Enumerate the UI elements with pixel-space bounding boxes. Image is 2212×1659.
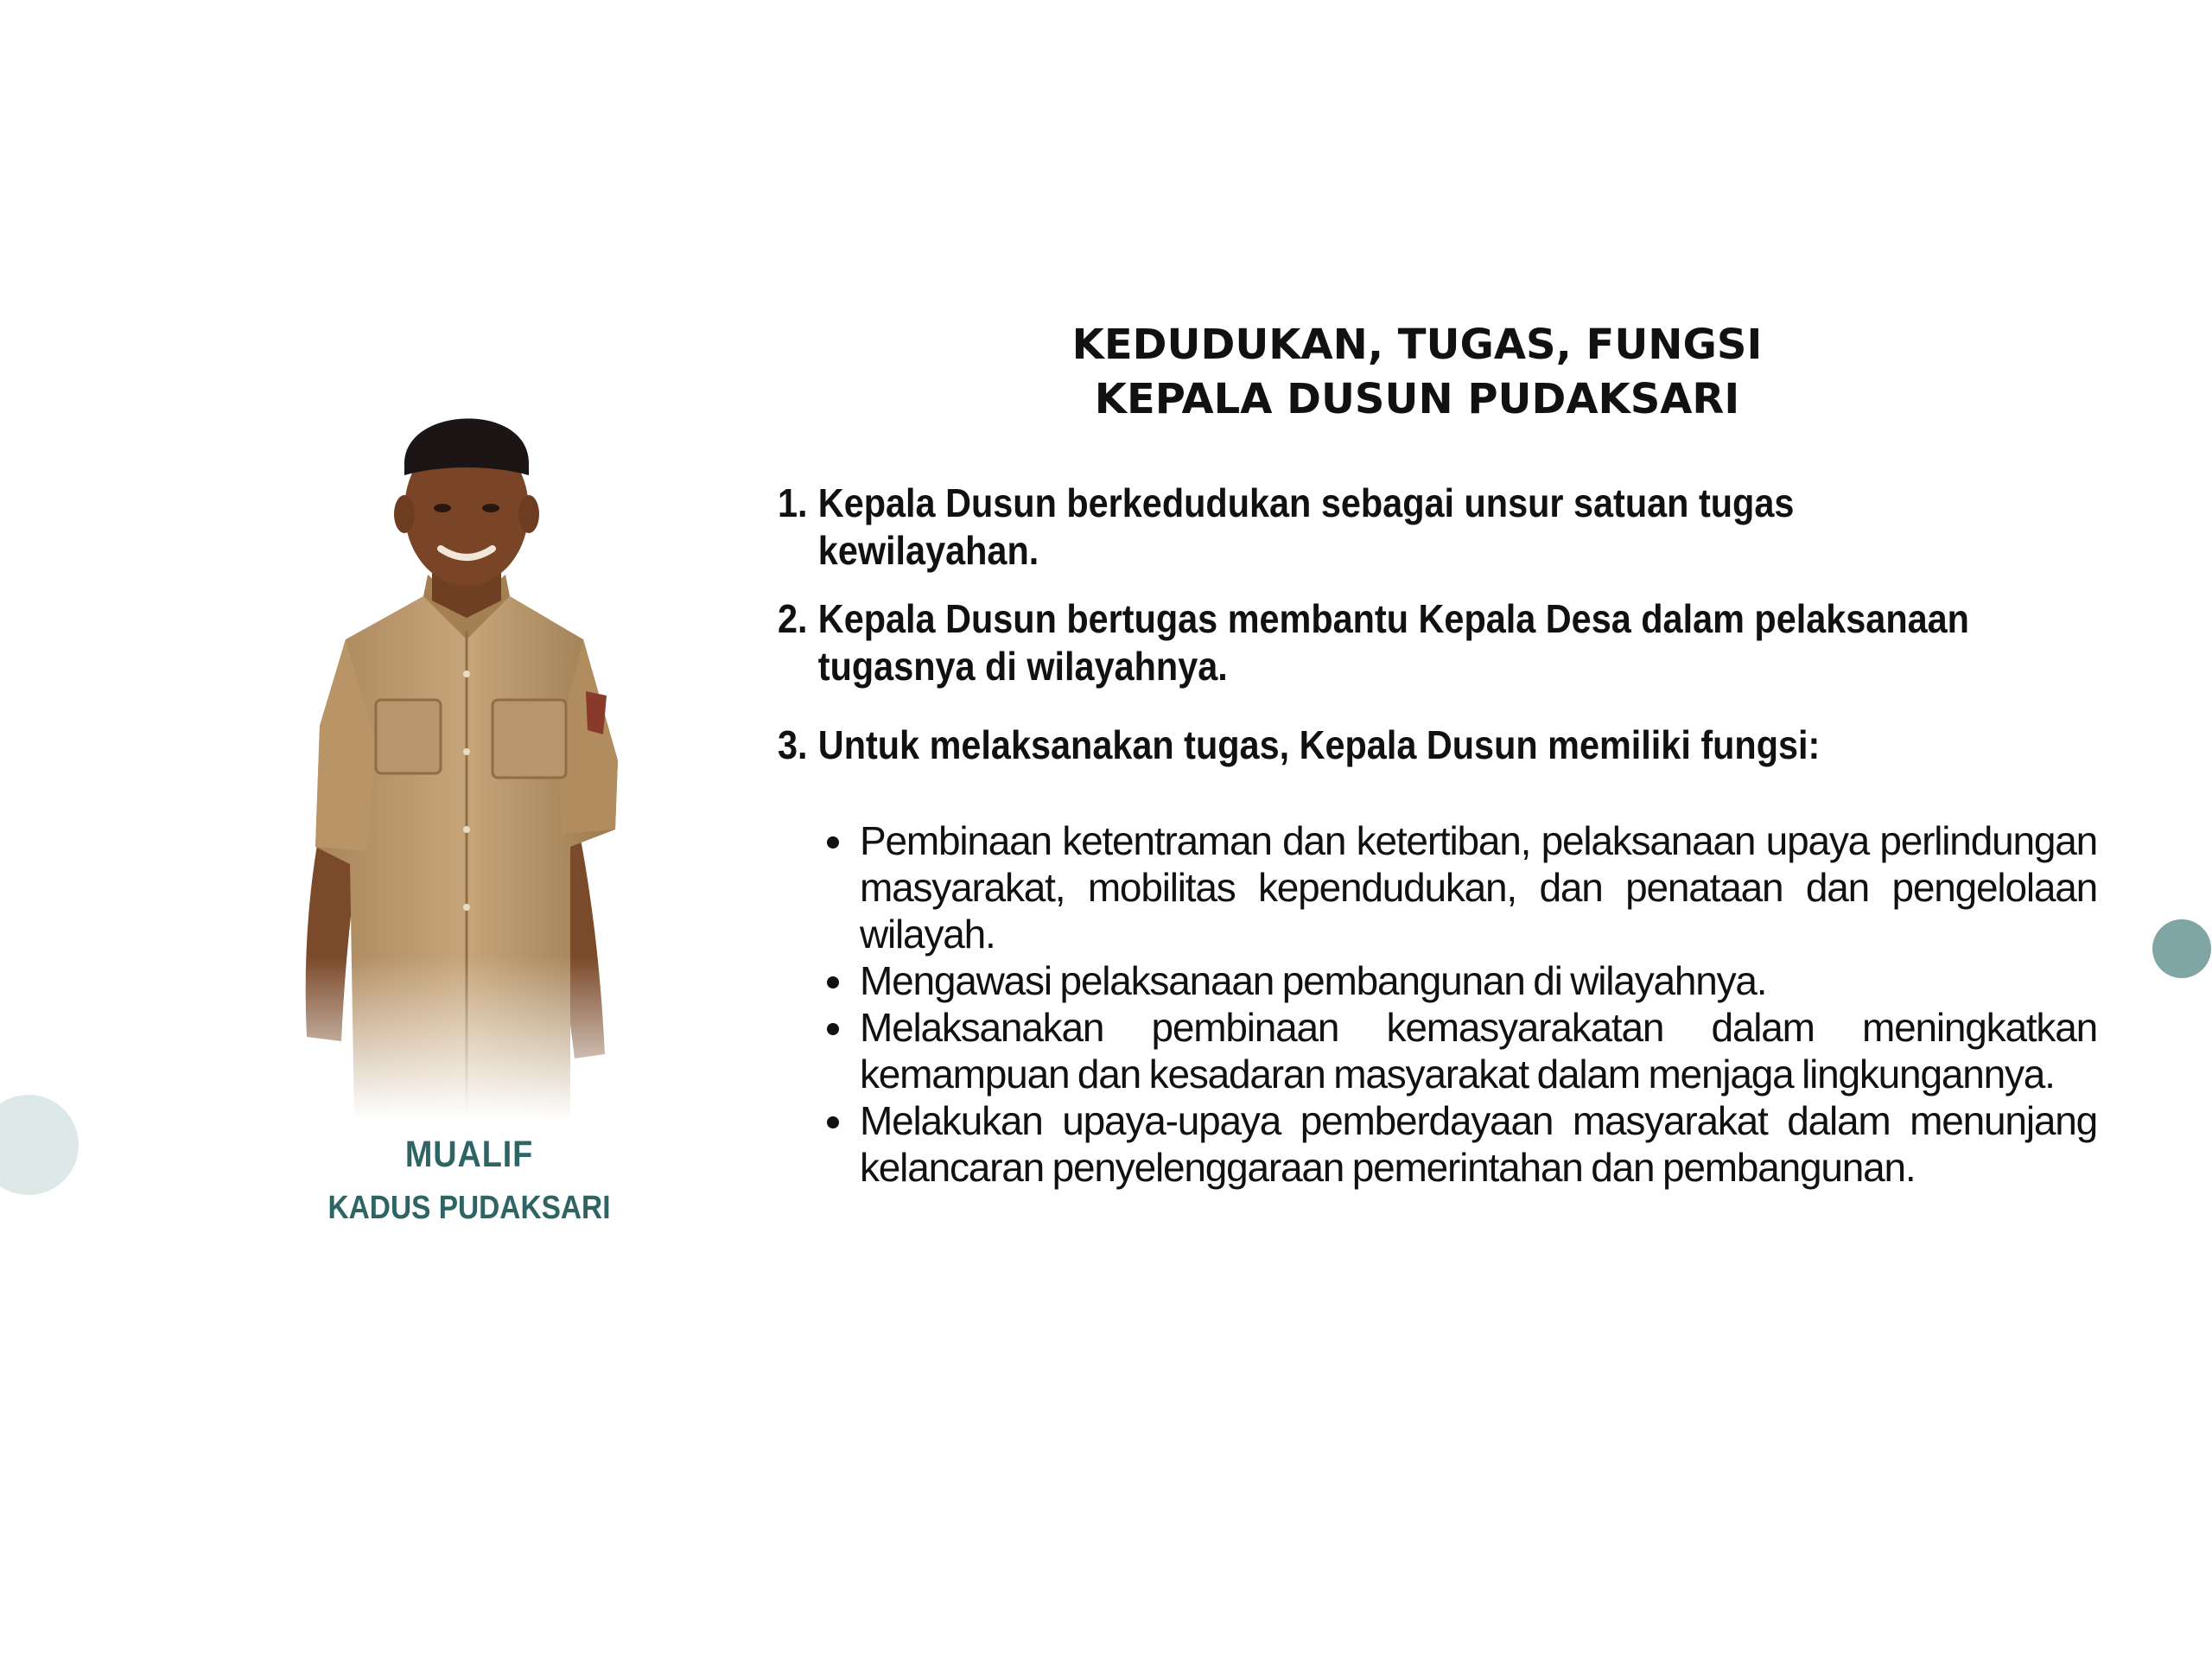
person-role: KADUS PUDAKSARI	[327, 1190, 611, 1226]
bullet-item	[827, 957, 2097, 1004]
bullet-dot-icon	[827, 1116, 839, 1128]
bullet-dot-icon	[827, 836, 839, 849]
title-line-2: KEPALA DUSUN PUDAKSARI	[1094, 375, 1740, 423]
list-item-3	[778, 721, 1820, 769]
list-item-number: 3.	[778, 722, 808, 767]
bullet-item	[827, 1004, 2097, 1097]
bullet-dot-icon	[827, 1023, 839, 1035]
bullet-text: Melakukan upaya-upaya pemberdayaan masyarakat dalam menunjang kelancaran penyelenggaraan pemerintahan dan pembangunan.	[860, 1098, 2097, 1190]
decorative-circle-right	[2152, 919, 2211, 978]
list-item-text: Kepala Dusun berkedudukan sebagai unsur satuan tugas	[817, 480, 1795, 525]
list-item-text-continued: kewilayahan.	[817, 528, 1039, 573]
list-item-number: 1.	[778, 480, 808, 525]
bullet-dot-icon	[827, 976, 839, 988]
bullet-text: Mengawasi pelaksanaan pembangunan di wilayahnya.	[860, 958, 1767, 1003]
decorative-circle-left	[0, 1095, 79, 1195]
bullet-text: Melaksanakan pembinaan kemasyarakatan dalam meningkatkan kemampuan dan kesadaran masyarakat dalam menjaga lingkungannya.	[860, 1005, 2097, 1096]
title-line-1: KEDUDUKAN, TUGAS, FUNGSI	[1071, 321, 1763, 369]
list-item-1	[778, 480, 1794, 575]
bullet-item	[827, 1097, 2097, 1191]
function-bullet-list	[827, 817, 2097, 1191]
bullet-item	[827, 817, 2097, 957]
portrait-photo	[294, 380, 639, 1119]
list-item-number: 2.	[778, 596, 808, 641]
page-title	[985, 318, 1849, 427]
list-item-text: Kepala Dusun bertugas membantu Kepala Desa dalam pelaksanaan	[817, 596, 1969, 641]
list-item-text-continued: tugasnya di wilayahnya.	[817, 644, 1228, 689]
list-item-2	[778, 595, 1969, 690]
bullet-text: Pembinaan ketentraman dan ketertiban, pelaksanaan upaya perlindungan masyarakat, mobilitas kependudukan, dan penataan dan pengelolaan wilayah.	[860, 818, 2097, 957]
list-item-text: Untuk melaksanakan tugas, Kepala Dusun memiliki fungsi:	[817, 722, 1821, 767]
person-name: MUALIF	[404, 1134, 534, 1175]
